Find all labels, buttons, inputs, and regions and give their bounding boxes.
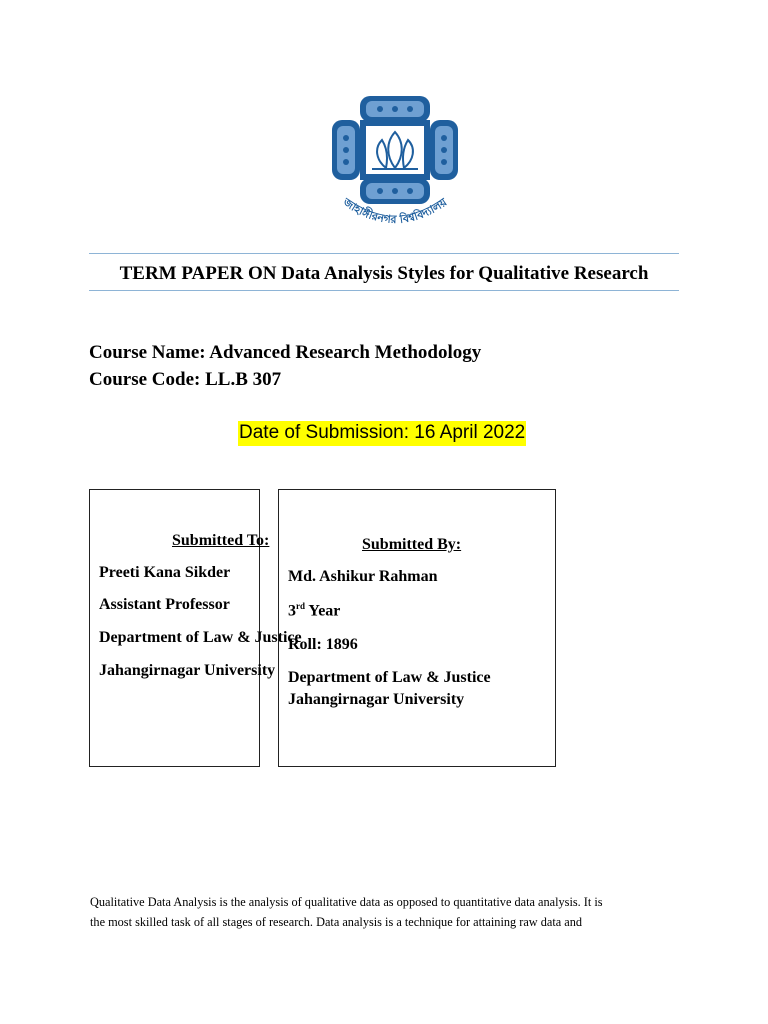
student-department: Department of Law & Justice: [288, 669, 491, 686]
paragraph-line: Qualitative Data Analysis is the analysis of qualitative data as opposed to quantitative data analysis. It is: [90, 895, 603, 909]
submitted-by-box: [278, 489, 556, 767]
university-logo: [330, 94, 460, 236]
student-roll: Roll: 1896: [288, 636, 358, 653]
submitted-to-heading: Submitted To:: [172, 532, 270, 549]
title-top-rule: [89, 253, 679, 254]
student-year: 3rd Year: [288, 601, 341, 620]
svg-text:জাহাঙ্গীরনগর বিশ্ববিদ্যালয়: জাহাঙ্গীরনগর বিশ্ববিদ্যালয়: [340, 195, 450, 227]
student-name: Md. Ashikur Rahman: [288, 568, 438, 585]
title-bottom-rule: [89, 290, 679, 291]
submission-date: Date of Submission: 16 April 2022: [238, 421, 526, 446]
submitted-by-heading: Submitted By:: [362, 536, 462, 553]
paragraph-line: the most skilled task of all stages of research. Data analysis is a technique for attaining raw data and: [90, 915, 583, 929]
submitted-to-box: [89, 489, 260, 767]
supervisor-department: Department of Law & Justice: [99, 629, 302, 646]
paper-title: TERM PAPER ON Data Analysis Styles for Qualitative Research: [119, 263, 649, 284]
supervisor-name: Preeti Kana Sikder: [99, 564, 231, 581]
student-university: Jahangirnagar University: [288, 691, 465, 708]
supervisor-designation: Assistant Professor: [99, 596, 230, 613]
intro-paragraph: [90, 892, 690, 932]
course-name: Course Name: Advanced Research Methodology: [89, 342, 482, 363]
supervisor-university: Jahangirnagar University: [99, 662, 276, 679]
course-code: Course Code: LL.B 307: [89, 369, 282, 390]
